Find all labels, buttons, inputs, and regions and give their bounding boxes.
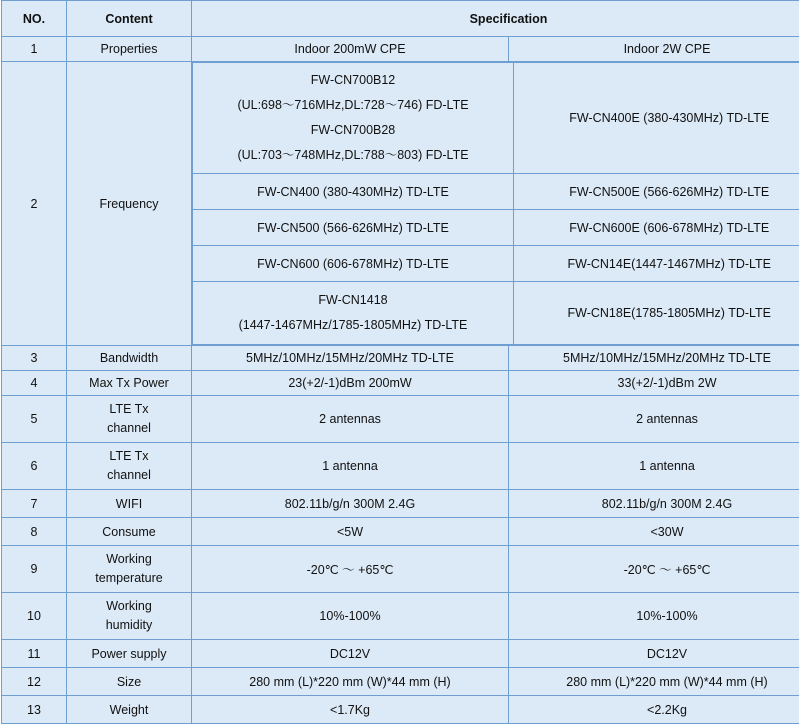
frequency-right-block-2: FW-CN500E (566-626MHz) TD-LTE [514, 174, 799, 210]
table-row [2, 640, 799, 668]
frequency-row-4 [193, 246, 799, 282]
row-number: 3 [2, 346, 67, 371]
row-number: 4 [2, 371, 67, 396]
row-value-right: 802.11b/g/n 300M 2.4G [509, 490, 799, 518]
row-value-right: -20℃ ～ +65℃ [509, 546, 799, 593]
row-value-left: <1.7Kg [192, 696, 509, 724]
table-row [2, 37, 799, 62]
header-specification: Specification [192, 1, 799, 37]
row-value-right: 33(+2/-1)dBm 2W [509, 371, 799, 396]
row-label: WIFI [67, 490, 192, 518]
row-label-line-2: channel [71, 419, 187, 438]
frequency-left-block-3: FW-CN500 (566-626MHz) TD-LTE [193, 210, 514, 246]
frequency-row-2 [193, 174, 799, 210]
row-value-right: 10%-100% [509, 593, 799, 640]
row-value-right: Indoor 2W CPE [509, 37, 799, 62]
row-label-line-1: LTE Tx [71, 400, 187, 419]
row-label-line-1: Working [71, 597, 187, 616]
row-label-line-2: temperature [71, 569, 187, 588]
frequency-right-block-3: FW-CN600E (606-678MHz) TD-LTE [514, 210, 799, 246]
frequency-right-block-4: FW-CN14E(1447-1467MHz) TD-LTE [514, 246, 799, 282]
row-label: Max Tx Power [67, 371, 192, 396]
row-value-right: DC12V [509, 640, 799, 668]
row-number: 8 [2, 518, 67, 546]
row-label [67, 593, 192, 640]
row-value-right: 1 antenna [509, 443, 799, 490]
row-value-left: 23(+2/-1)dBm 200mW [192, 371, 509, 396]
table-row [2, 490, 799, 518]
table-row [2, 346, 799, 371]
row-value-left: Indoor 200mW CPE [192, 37, 509, 62]
row-label [67, 546, 192, 593]
row-value-right: <2.2Kg [509, 696, 799, 724]
table-row [2, 443, 799, 490]
row-value-right: <30W [509, 518, 799, 546]
row-label: Size [67, 668, 192, 696]
frequency-left-line-6: (1447-1467MHz/1785-1805MHz) TD-LTE [197, 313, 509, 338]
row-number: 7 [2, 490, 67, 518]
row-label: Frequency [67, 62, 192, 346]
table-body [2, 37, 799, 724]
table-row [2, 546, 799, 593]
specification-table [1, 0, 799, 724]
frequency-left-block-2: FW-CN400 (380-430MHz) TD-LTE [193, 174, 514, 210]
frequency-left-block-4: FW-CN600 (606-678MHz) TD-LTE [193, 246, 514, 282]
table-row [2, 371, 799, 396]
row-value-left: 2 antennas [192, 396, 509, 443]
table-row [2, 668, 799, 696]
row-number: 6 [2, 443, 67, 490]
row-value-left: 1 antenna [192, 443, 509, 490]
table-row [2, 696, 799, 724]
frequency-right-block-1: FW-CN400E (380-430MHz) TD-LTE [514, 63, 799, 174]
row-label: Bandwidth [67, 346, 192, 371]
row-value-right: 280 mm (L)*220 mm (W)*44 mm (H) [509, 668, 799, 696]
table-row-frequency [2, 62, 799, 346]
row-number: 2 [2, 62, 67, 346]
frequency-grid-cell [192, 62, 799, 346]
frequency-right-block-5: FW-CN18E(1785-1805MHz) TD-LTE [514, 282, 799, 345]
frequency-left-line-1: FW-CN700B12 [197, 68, 509, 93]
row-label-line-2: channel [71, 466, 187, 485]
row-label-line-2: humidity [71, 616, 187, 635]
row-number: 1 [2, 37, 67, 62]
row-label [67, 396, 192, 443]
frequency-left-line-2: (UL:698～716MHz,DL:728～746) FD-LTE [197, 93, 509, 118]
row-value-left: DC12V [192, 640, 509, 668]
table-header [2, 1, 799, 37]
row-label: Consume [67, 518, 192, 546]
row-value-right: 5MHz/10MHz/15MHz/20MHz TD-LTE [509, 346, 799, 371]
row-number: 11 [2, 640, 67, 668]
frequency-row-3 [193, 210, 799, 246]
frequency-left-block-1 [193, 63, 514, 174]
header-content: Content [67, 1, 192, 37]
frequency-left-block-5 [193, 282, 514, 345]
header-row [2, 1, 799, 37]
row-value-left: 10%-100% [192, 593, 509, 640]
row-value-left: <5W [192, 518, 509, 546]
table-row [2, 518, 799, 546]
row-number: 5 [2, 396, 67, 443]
row-label-line-1: Working [71, 550, 187, 569]
frequency-left-line-3: FW-CN700B28 [197, 118, 509, 143]
frequency-grid [192, 62, 799, 345]
row-number: 12 [2, 668, 67, 696]
row-number: 10 [2, 593, 67, 640]
row-value-left: -20℃ ～ +65℃ [192, 546, 509, 593]
row-value-left: 280 mm (L)*220 mm (W)*44 mm (H) [192, 668, 509, 696]
row-label-line-1: LTE Tx [71, 447, 187, 466]
row-value-right: 2 antennas [509, 396, 799, 443]
row-value-left: 802.11b/g/n 300M 2.4G [192, 490, 509, 518]
frequency-left-line-5: FW-CN1418 [197, 288, 509, 313]
frequency-left-line-4: (UL:703～748MHz,DL:788～803) FD-LTE [197, 143, 509, 168]
row-number: 9 [2, 546, 67, 593]
row-label: Weight [67, 696, 192, 724]
row-number: 13 [2, 696, 67, 724]
row-label: Properties [67, 37, 192, 62]
frequency-row-5 [193, 282, 799, 345]
row-label [67, 443, 192, 490]
table-row [2, 593, 799, 640]
header-no: NO. [2, 1, 67, 37]
table-row [2, 396, 799, 443]
row-value-left: 5MHz/10MHz/15MHz/20MHz TD-LTE [192, 346, 509, 371]
frequency-row-1 [193, 63, 799, 174]
row-label: Power supply [67, 640, 192, 668]
